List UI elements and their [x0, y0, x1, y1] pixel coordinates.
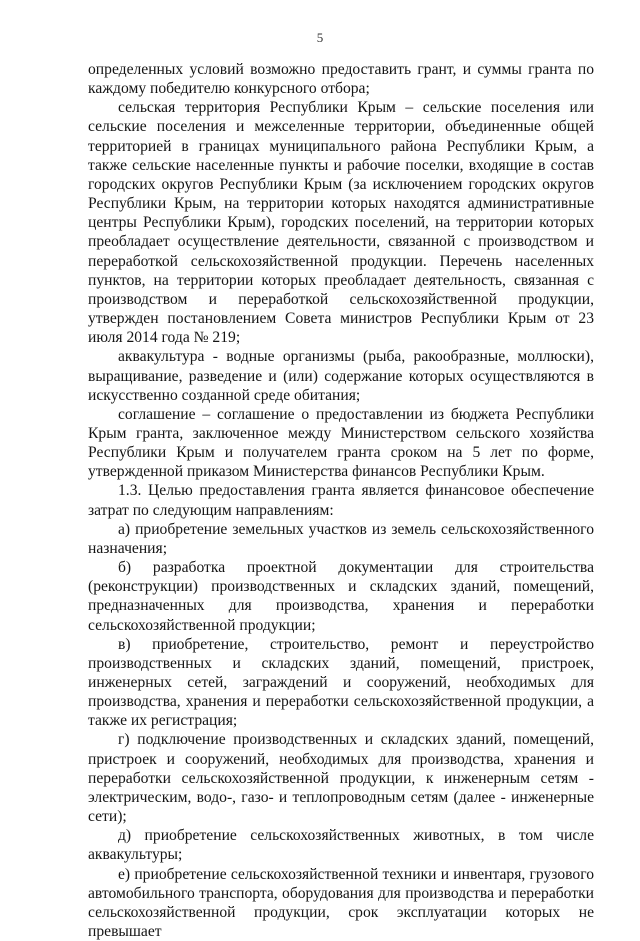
paragraph-section-1-3: 1.3. Целью предоставления гранта является финансовое обеспечение затрат по следующим направлениям:	[88, 482, 594, 519]
paragraph-agreement-definition: соглашение – соглашение о предоставлении из бюджета Республики Крым гранта, заключенное между Министерством сельского хозяйства Республики Крым и получателем гранта сроком на 5 лет по форме, утвержденной приказом Министерства финансов Республики Крым.	[88, 405, 594, 481]
page-number: 5	[316, 30, 324, 45]
list-item-g: г) подключение производственных и складских зданий, помещений, пристроек и сооружений, необходимых для производства, хранения и переработки сельскохозяйственной продукции, к инженерным сетям - электрическим, водо-, газо- и теплопроводным сетям (далее - инженерные сети);	[88, 731, 594, 826]
list-item-v: в) приобретение, строительство, ремонт и переустройство производственных и складских зданий, помещений, пристроек, инженерных сетей, заграждений и сооружений, необходимых для производства, хранения и переработки сельскохозяйственной продукции, а также их регистрация;	[88, 635, 594, 730]
document-body	[88, 60, 594, 941]
paragraph-continuation: определенных условий возможно предоставить грант, и суммы гранта по каждому победителю конкурсного отбора;	[88, 61, 594, 98]
list-item-b: б) разработка проектной документации для строительства (реконструкции) производственных и складских зданий, помещений, предназначенных для производства, хранения и переработки сельскохозяйственной продукции;	[88, 559, 594, 634]
paragraph-rural-territory-definition: сельская территория Республики Крым – сельские поселения или сельские поселения и межселенные территории, объединенные общей территорией в границах муниципального района Республики Крым, а также сельские населенные пункты и рабочие поселки, входящие в состав городских округов Республики Крым (за исключением городских округов Республики Крым, на территории которых находятся административные центры Республики Крым), городских поселений, на территории которых преобладает осуществление деятельности, связанной с производством и переработкой сельскохозяйственной продукции. Перечень населенных пунктов, на территории которых преобладает деятельность, связанная с производством и переработкой сельскохозяйственной продукции, утвержден постановлением Совета министров Республики Крым от 23 июля 2014 года № 219;	[88, 99, 594, 347]
paragraph-aquaculture-definition: аквакультура - водные организмы (рыба, ракообразные, моллюски), выращивание, разведение и (или) содержание которых осуществляются в искусственно созданной среде обитания;	[88, 348, 594, 404]
list-item-e: е) приобретение сельскохозяйственной техники и инвентаря, грузового автомобильного транспорта, оборудования для производства и переработки сельскохозяйственной продукции, срок эксплуатации которых не превышает	[88, 865, 594, 941]
list-item-a: а) приобретение земельных участков из земель сельскохозяйственного назначения;	[88, 520, 594, 557]
list-item-d: д) приобретение сельскохозяйственных животных, в том числе аквакультуры;	[88, 827, 594, 864]
